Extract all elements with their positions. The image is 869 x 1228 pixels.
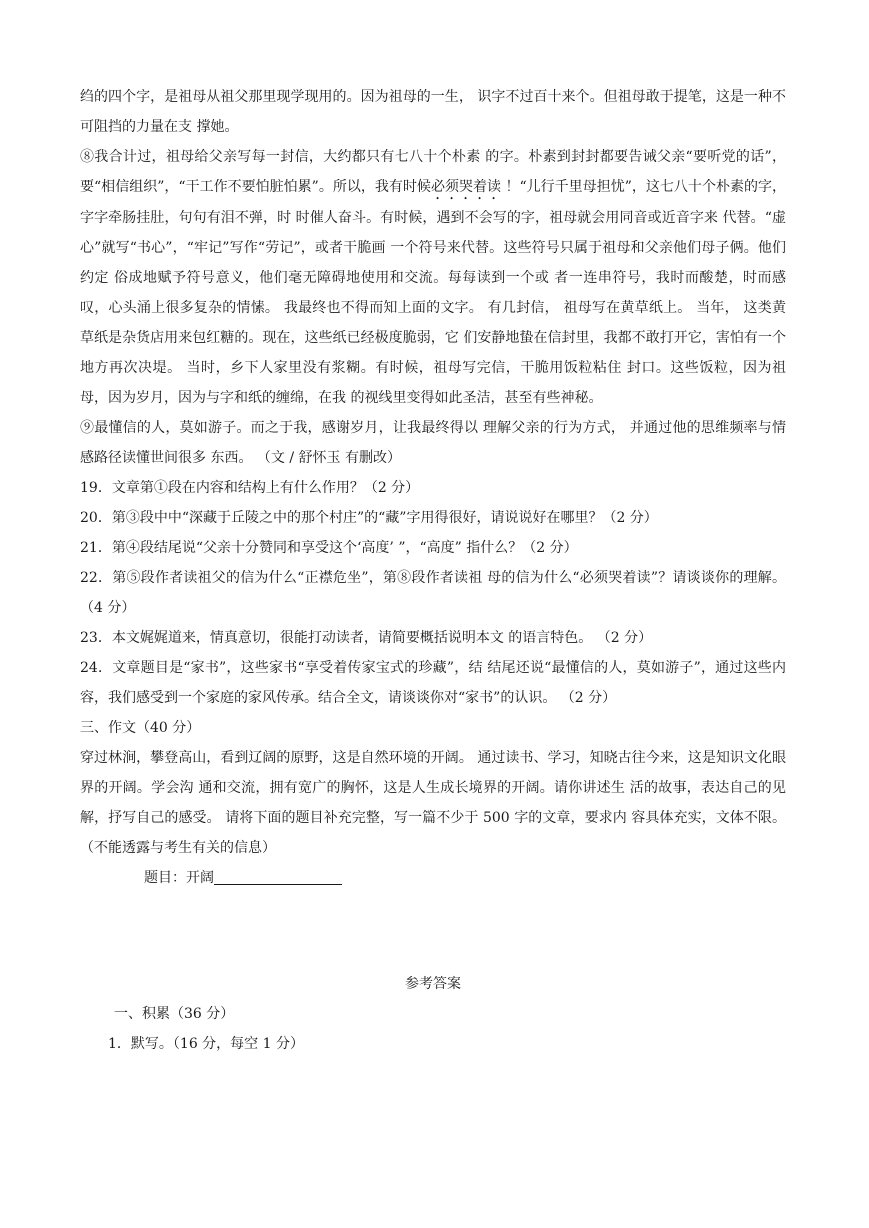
essay-heading: 三、作文（40 分） [80,720,201,736]
question-21: 21．第④段结尾说“父亲十分赞同和享受这个‘高度’ ”，“高度” 指什么？（2 分） [80,540,578,556]
question-24: 24．文章题目是“家书”，这些家书“享受着传家宝式的珍藏”，结 结尾还说“最懂信的人，莫如游子”，通过这些内容，我们感受到一个家庭的家风传承。结合全文，请谈谈你对“家书”的认识。 （2 分） [80,660,786,706]
question-19: 19．文章第①段在内容和结构上有什么作用？（2 分） [80,480,420,496]
answers-item-1: 1．默写。（16 分，每空 1 分） [108,1036,304,1052]
paragraph-8-part-2: ！“儿行千里母担忧”，这七八十个朴素的字，字字牵肠挂肚，句句有泪不弹，时 时催人奋斗。有时候，遇到不会写的字，祖母就会用同音或近音字来 代替。“虚心”就写“书心”，“牢记”写作“劳记”，或者干脆画 一个符号来代替。这些符号只属于祖母和父亲他们母子俩。他们约定 俗成地赋予符号意义，他们毫无障碍地使用和交流。每每读到一个或 者一连串符号，我时而酸楚，时而感叹，心头涌上很多复杂的情愫。 我最终也不得而知上面的文字。 有几封信， 祖母写在黄草纸上。 当年， 这类黄草纸是杂货店用来包红糖的。现在，这些纸已经极度脆弱，它 们安静地蛰在信封里，我都不敢打开它，害怕有一个地方再次决堤。 当时，乡下人家里没有浆糊。有时候，祖母写完信，干脆用饭粒粘住 封口。这些饭粒，因为祖母，因为岁月，因为与字和纸的缠绵，在我 的视线里变得如此圣洁，甚至有些神秘。 [80,179,786,406]
essay-title-line [80,863,786,893]
essay-title-blank [214,866,342,885]
passage-paragraph-8 [80,142,786,413]
answers-title: 参考答案 [405,976,461,992]
question-23: 23．本文娓娓道来，情真意切，很能打动读者，请简要概括说明本文 的语言特色。 （2 分） [80,630,653,646]
paragraph-8-part-1: ⑧我合计过，祖母给父亲写每一封信，大约都只有七八十个朴素 的字。朴素到封封都要告诫父亲“要听党的话”，要“相信组织”，“干工作不要怕脏怕累”。所以，我有时候 [80,149,786,195]
essay-title-label: 题目：开阔 [144,870,214,886]
essay-prompt: 穿过林涧，攀登高山，看到辽阔的原野，这是自然环境的开阔。 通过读书、学习，知晓古往今来，这是知识文化眼界的开阔。学会沟 通和交流，拥有宽广的胸怀，这是人生成长境界的开阔。请你讲述生 活的故事，表达自己的见解，抒写自己的感受。 请将下面的题目补充完整，写一篇不少于 500 字的文章，要求内 容具体充实，文体不限。 （不能透露与考生有关的信息） [80,750,786,856]
question-20: 20．第③段中中“深藏于丘陵之中的那个村庄”的“藏”字用得很好，请说说好在哪里？（2 分） [80,510,658,526]
answers-section-1: 一、积累（36 分） [114,1006,235,1022]
passage-continuation: 绉的四个字，是祖母从祖父那里现学现用的。因为祖母的一生， 识字不过百十来个。但祖母敢于提笔，这是一种不可阻挡的力量在支 撑她。 [80,89,786,135]
paragraph-8-emphasis: 必须哭着读 [430,179,501,195]
passage-paragraph-9: ⑨最懂信的人，莫如游子。而之于我，感谢岁月，让我最终得以 理解父亲的行为方式， 并通过他的思维频率与情感路径读懂世间很多 东西。 （文 / 舒怀玉 有删改） [80,420,786,466]
question-22: 22．第⑤段作者读祖父的信为什么“正襟危坐”，第⑧段作者读祖 母的信为什么“必须哭着读”？请谈谈你的理解。 （4 分） [80,570,786,616]
document-page [80,82,786,1059]
